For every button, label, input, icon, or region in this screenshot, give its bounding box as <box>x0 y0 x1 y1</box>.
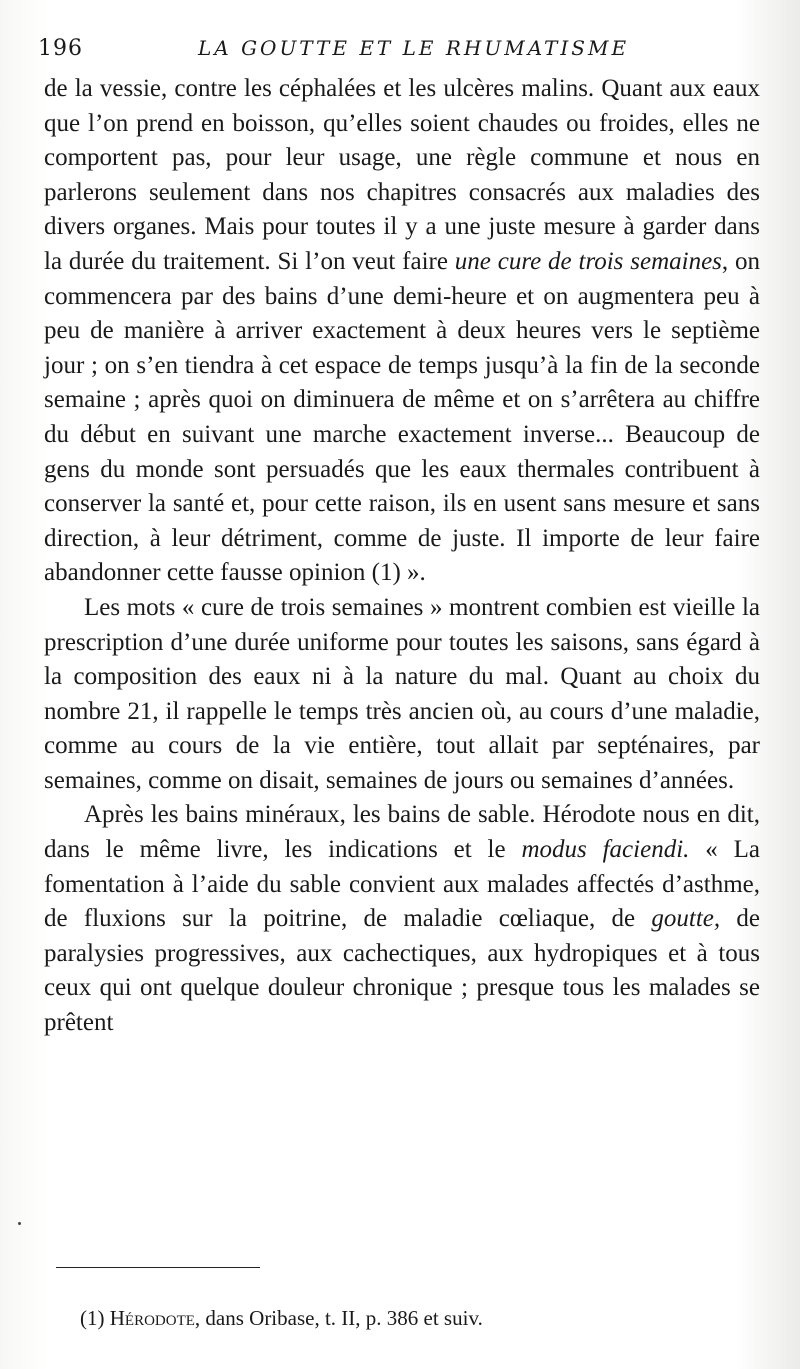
paragraph <box>44 798 760 1040</box>
footnote-rule <box>56 1267 260 1268</box>
body-text <box>44 72 760 1041</box>
paragraph <box>44 72 760 591</box>
italic-text: goutte, <box>651 905 721 933</box>
page-number: 196 <box>38 36 83 61</box>
running-head <box>38 36 778 66</box>
paragraph <box>44 591 760 799</box>
footnote-author: Hérodote <box>109 1306 195 1330</box>
paragraph-text: , on commencera par des bains d’une demi-heure et on augmentera peu à peu de manière à arriver exactement à deux heures vers le septième jour ; on s’en tiendra à cet espace de temps jusqu’à la fin de la seconde semaine ; après quoi on diminuera de même et on s’arrêtera au chiffre du début en suivant une marche exactement inverse... Beaucoup de gens du monde sont persuadés que les eaux thermales contribuent à conserver la santé et, pour cette raison, ils en usent sans mesure et sans direction, à leur détriment, comme de juste. Il importe de leur faire abandonner cette fausse opinion (1) ». <box>44 247 760 587</box>
footnote-reference: , dans Oribase, t. II, p. 386 et suiv. <box>194 1306 483 1330</box>
italic-text: une cure de trois semaines <box>454 247 722 275</box>
paragraph-text: Les mots « cure de trois semaines » montrent combien est vieille la prescription d’une durée uniforme pour toutes les saisons, sans égard à la composition des eaux ni à la nature du mal. Quant au choix du nombre 21, il rappelle le temps très ancien où, au cours d’une maladie, comme au cours de la vie entière, tout allait par septénaires, par semaines, comme on disait, semaines de jours ou semaines d’années. <box>44 593 760 794</box>
italic-text: modus faciendi. <box>521 836 690 864</box>
stray-mark <box>18 1222 21 1225</box>
paragraph-text: « La fomentation à l’aide du sable convient aux malades affectés d’asthme, de fluxions sur la poitrine, de maladie cœliaque, de <box>44 836 760 933</box>
footnote-marker: (1) <box>80 1306 110 1330</box>
paragraph-text: de paralysies progressives, aux cachectiques, aux hydropiques et à tous ceux qui ont quelque douleur chronique ; presque tous les malades se prêtent <box>44 905 760 1037</box>
paragraph-text: de la vessie, contre les céphalées et les ulcères malins. Quant aux eaux que l’on prend en boisson, qu’elles soient chaudes ou froides, elles ne comportent pas, pour leur usage, une règle commune et nous en parlerons seulement dans nos chapitres consacrés aux maladies des divers organes. Mais pour toutes il y a une juste mesure à garder dans la durée du traitement. Si l’on veut faire <box>44 75 760 275</box>
paragraph-text: Après les bains minéraux, les bains de sable. Hérodote nous en dit, dans le même livre, les indications et le <box>44 801 760 864</box>
running-title: LA GOUTTE ET LE RHUMATISME <box>198 36 630 60</box>
footnote <box>80 1306 483 1331</box>
